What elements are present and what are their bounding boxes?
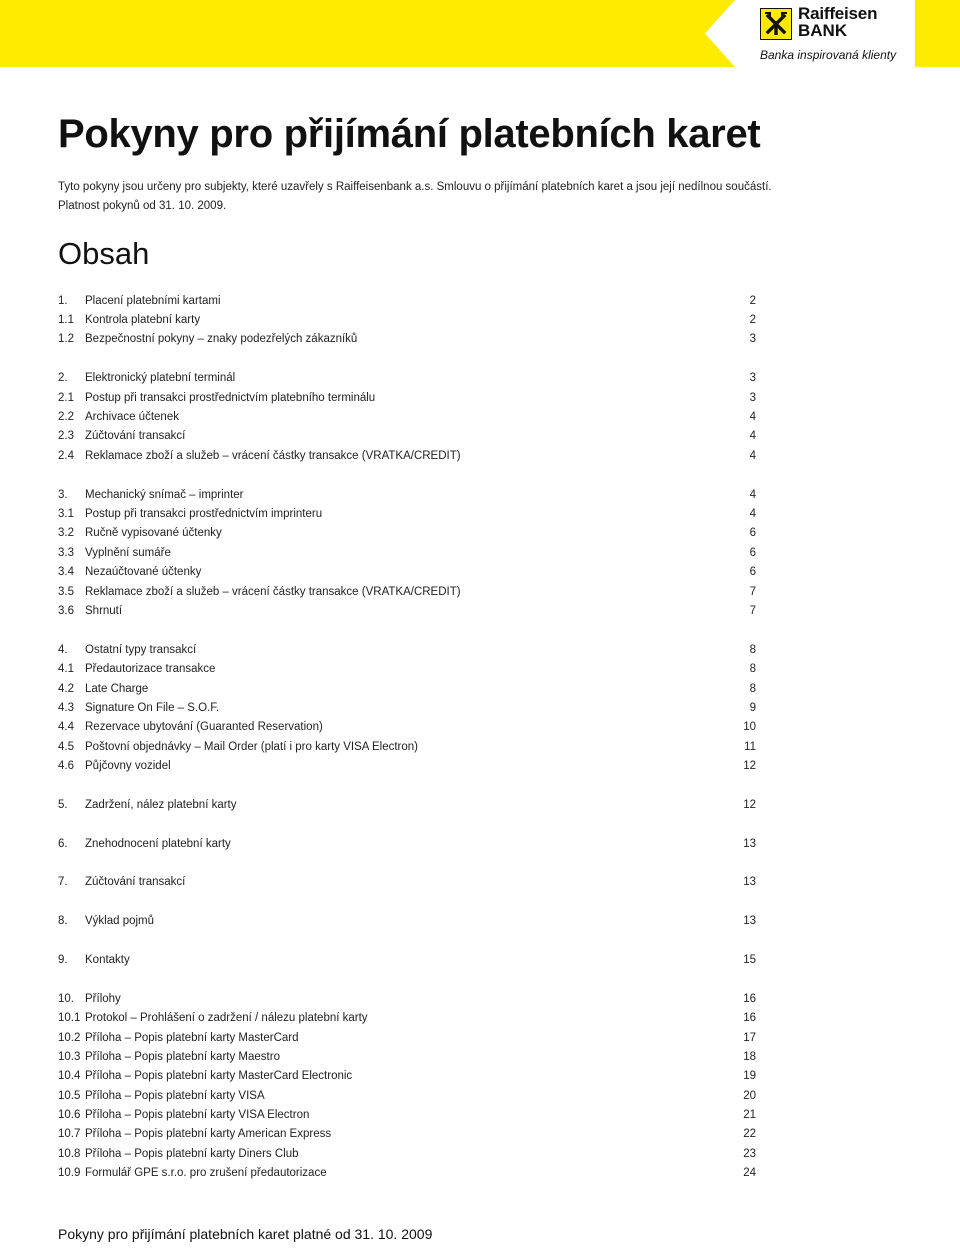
toc-entry-label: Zúčtování transakcí <box>85 430 186 443</box>
toc-entry-label: Výklad pojmů <box>85 915 155 928</box>
toc-group <box>58 485 756 621</box>
brand-name: Raiffeisen <box>798 4 878 23</box>
toc-entry-page: 11 <box>744 740 756 753</box>
toc-entry-number: 10. <box>58 992 74 1005</box>
toc-entry[interactable] <box>58 1086 756 1105</box>
toc-entry[interactable] <box>58 369 756 388</box>
toc-group <box>58 989 756 1183</box>
toc-entry[interactable] <box>58 485 756 504</box>
toc-entry-page: 4 <box>749 430 756 443</box>
toc-entry-label: Shrnutí <box>85 604 123 617</box>
toc-entry-page: 13 <box>743 915 756 928</box>
toc-entry-page: 12 <box>743 760 756 773</box>
toc-entry-number: 4.4 <box>58 721 74 734</box>
toc-entry-label: Vyplnění sumáře <box>85 546 171 559</box>
toc-entry-page: 13 <box>743 837 756 850</box>
toc-entry-number: 5. <box>58 798 68 811</box>
toc-entry[interactable] <box>58 407 756 426</box>
toc-entry-label: Signature On File – S.O.F. <box>85 701 220 714</box>
toc-entry-number: 10.6 <box>58 1109 81 1122</box>
toc-entry-label: Bezpečnostní pokyny – znaky podezřelých zákazníků <box>85 333 358 346</box>
toc-group <box>58 640 756 776</box>
toc-entry-page: 10 <box>743 721 756 734</box>
toc-entry-label: Příloha – Popis platební karty American Express <box>85 1128 332 1141</box>
toc-entry-label: Ručně vypisované účtenky <box>85 527 222 540</box>
toc-entry-number: 10.7 <box>58 1128 81 1141</box>
toc-entry-page: 6 <box>749 566 756 579</box>
toc-entry[interactable] <box>58 524 756 543</box>
toc-entry-number: 3.5 <box>58 585 74 598</box>
toc-entry-page: 13 <box>743 876 756 889</box>
toc-entry-label: Reklamace zboží a služeb – vrácení částky transakce (VRATKA/CREDIT) <box>85 449 461 462</box>
intro-line-1: Tyto pokyny jsou určeny pro subjekty, které uzavřely s Raiffeisenbank a.s. Smlouvu o přijímání platebních karet a jsou její nedílnou součástí. <box>58 181 772 193</box>
brand-sub: BANK <box>798 21 848 40</box>
toc-entry[interactable] <box>58 1164 756 1183</box>
toc-entry-label: Reklamace zboží a služeb – vrácení částky transakce (VRATKA/CREDIT) <box>85 585 461 598</box>
toc-entry[interactable] <box>58 330 756 349</box>
header-yellow-right <box>915 0 960 67</box>
toc-entry-number: 1.1 <box>58 314 74 327</box>
toc-entry-number: 8. <box>58 915 68 928</box>
toc-entry[interactable] <box>58 698 756 717</box>
toc-group <box>58 950 756 969</box>
toc-entry-label: Předautorizace transakce <box>85 663 216 676</box>
toc-entry[interactable] <box>58 427 756 446</box>
toc-entry-page: 8 <box>749 663 756 676</box>
toc-entry-label: Kontakty <box>85 953 130 966</box>
page-footer: Pokyny pro přijímání platebních karet platné od 31. 10. 2009 <box>58 1226 433 1242</box>
toc-group <box>58 795 756 814</box>
toc-entry-page: 20 <box>743 1089 756 1102</box>
toc-entry-page: 17 <box>743 1031 756 1044</box>
toc-entry-label: Zadržení, nález platební karty <box>85 798 237 811</box>
toc-entry-page: 4 <box>749 507 756 520</box>
toc-entry-number: 4.1 <box>58 663 74 676</box>
toc-entry-label: Protokol – Prohlášení o zadržení / nálezu platební karty <box>85 1012 368 1025</box>
toc-entry-number: 3. <box>58 488 68 501</box>
page-title: Pokyny pro přijímání platebních karet <box>58 112 761 156</box>
toc-entry[interactable] <box>58 562 756 581</box>
toc-entry-label: Archivace účtenek <box>85 411 179 424</box>
toc-entry[interactable] <box>58 543 756 562</box>
toc-entry[interactable] <box>58 679 756 698</box>
toc-entry[interactable] <box>58 291 756 310</box>
toc-entry[interactable] <box>58 388 756 407</box>
toc-entry-label: Nezaúčtované účtenky <box>85 566 202 579</box>
toc-entry-number: 3.6 <box>58 604 74 617</box>
toc-entry-label: Znehodnocení platební karty <box>85 837 231 850</box>
toc-entry-page: 8 <box>749 682 756 695</box>
toc-entry-page: 2 <box>749 314 756 327</box>
toc-entry[interactable] <box>58 446 756 465</box>
toc-entry-label: Formulář GPE s.r.o. pro zrušení předautorizace <box>85 1167 327 1180</box>
toc-entry-label: Postup při transakci prostřednictvím platebního terminálu <box>85 391 376 404</box>
toc-entry-page: 6 <box>749 527 756 540</box>
toc-entry-label: Přílohy <box>85 992 121 1005</box>
toc-entry[interactable] <box>58 640 756 659</box>
toc-entry-label: Půjčovny vozidel <box>85 760 171 773</box>
raiffeisen-logo-icon <box>760 8 792 40</box>
toc-group <box>58 834 756 853</box>
toc-group <box>58 873 756 892</box>
toc-entry-label: Elektronický platební terminál <box>85 372 236 385</box>
toc-entry[interactable] <box>58 504 756 523</box>
toc-entry-number: 3.4 <box>58 566 74 579</box>
toc-entry[interactable] <box>58 1067 756 1086</box>
toc-entry-page: 19 <box>743 1070 756 1083</box>
toc-entry[interactable] <box>58 582 756 601</box>
toc-entry-number: 10.4 <box>58 1070 81 1083</box>
toc-entry-label: Příloha – Popis platební karty Maestro <box>85 1050 280 1063</box>
toc-entry-number: 10.5 <box>58 1089 81 1102</box>
toc-entry-label: Příloha – Popis platební karty VISA Electron <box>85 1109 310 1122</box>
toc-entry-page: 16 <box>743 992 756 1005</box>
toc-entry-number: 2.3 <box>58 430 74 443</box>
toc-entry-page: 9 <box>749 701 756 714</box>
toc-entry-number: 10.2 <box>58 1031 81 1044</box>
toc-entry-page: 23 <box>743 1147 756 1160</box>
toc-entry-number: 2. <box>58 372 68 385</box>
toc-entry[interactable] <box>58 737 756 756</box>
toc-entry-number: 2.4 <box>58 449 74 462</box>
toc-entry-label: Kontrola platební karty <box>85 314 201 327</box>
toc-entry-page: 16 <box>743 1012 756 1025</box>
toc-entry-number: 2.2 <box>58 411 74 424</box>
toc-entry[interactable] <box>58 1047 756 1066</box>
toc-entry[interactable] <box>58 1028 756 1047</box>
toc-title: Obsah <box>58 236 150 271</box>
toc-entry-page: 3 <box>749 333 756 346</box>
toc-entry-label: Zúčtování transakcí <box>85 876 186 889</box>
toc-entry-page: 24 <box>743 1167 756 1180</box>
toc-entry-number: 4.3 <box>58 701 74 714</box>
toc-entry-number: 2.1 <box>58 391 74 404</box>
toc-entry-label: Příloha – Popis platební karty VISA <box>85 1089 265 1102</box>
toc-entry-label: Ostatní typy transakcí <box>85 643 197 656</box>
toc-entry[interactable] <box>58 310 756 329</box>
toc-entry-page: 15 <box>743 953 756 966</box>
toc-entry[interactable] <box>58 1008 756 1027</box>
toc-entry-number: 10.9 <box>58 1167 81 1180</box>
toc-group <box>58 369 756 466</box>
toc-entry-label: Příloha – Popis platební karty Diners Club <box>85 1147 299 1160</box>
toc-entry-label: Postup při transakci prostřednictvím imprinteru <box>85 507 323 520</box>
toc-entry-number: 10.8 <box>58 1147 81 1160</box>
toc-entry[interactable] <box>58 912 756 931</box>
toc-entry-number: 4.5 <box>58 740 74 753</box>
toc-entry-number: 7. <box>58 876 68 889</box>
toc-entry-page: 7 <box>749 604 756 617</box>
logo-wordmark <box>798 5 908 39</box>
toc-entry-page: 4 <box>749 449 756 462</box>
toc-entry[interactable] <box>58 718 756 737</box>
toc-entry-page: 8 <box>749 643 756 656</box>
header-yellow-left <box>0 0 735 67</box>
toc-entry-page: 6 <box>749 546 756 559</box>
toc-entry-number: 1. <box>58 294 68 307</box>
toc-entry-number: 3.2 <box>58 527 74 540</box>
toc-entry[interactable] <box>58 834 756 853</box>
intro-line-2: Platnost pokynů od 31. 10. 2009. <box>58 200 227 212</box>
toc-entry-number: 6. <box>58 837 68 850</box>
toc-entry-number: 4. <box>58 643 68 656</box>
toc-entry-number: 9. <box>58 953 68 966</box>
toc-entry-label: Rezervace ubytování (Guaranted Reservation) <box>85 721 323 734</box>
toc-entry-page: 4 <box>749 411 756 424</box>
toc-group <box>58 912 756 931</box>
toc-entry-page: 4 <box>749 488 756 501</box>
toc-entry[interactable] <box>58 659 756 678</box>
toc-entry-number: 1.2 <box>58 333 74 346</box>
toc-entry-page: 12 <box>743 798 756 811</box>
toc-entry[interactable] <box>58 1144 756 1163</box>
intro-text <box>58 178 772 216</box>
toc-entry-number: 10.1 <box>58 1012 81 1025</box>
toc-entry[interactable] <box>58 756 756 775</box>
toc-entry-page: 3 <box>749 391 756 404</box>
toc-entry-label: Poštovní objednávky – Mail Order (platí i pro karty VISA Electron) <box>85 740 419 753</box>
table-of-contents <box>58 291 756 1202</box>
toc-entry-number: 4.2 <box>58 682 74 695</box>
toc-entry-label: Příloha – Popis platební karty MasterCard Electronic <box>85 1070 353 1083</box>
toc-entry-page: 21 <box>743 1109 756 1122</box>
toc-entry-label: Placení platebními kartami <box>85 294 221 307</box>
brand-tagline: Banka inspirovaná klienty <box>760 48 897 62</box>
toc-entry[interactable] <box>58 601 756 620</box>
toc-entry-page: 22 <box>743 1128 756 1141</box>
toc-entry[interactable] <box>58 1125 756 1144</box>
toc-entry-page: 7 <box>749 585 756 598</box>
toc-entry-page: 18 <box>743 1050 756 1063</box>
toc-entry[interactable] <box>58 873 756 892</box>
toc-group <box>58 291 756 349</box>
toc-entry[interactable] <box>58 950 756 969</box>
toc-entry-number: 4.6 <box>58 760 74 773</box>
toc-entry-page: 3 <box>749 372 756 385</box>
toc-entry-number: 10.3 <box>58 1050 81 1063</box>
toc-entry-label: Mechanický snímač – imprinter <box>85 488 244 501</box>
toc-entry[interactable] <box>58 1105 756 1124</box>
toc-entry-label: Late Charge <box>85 682 149 695</box>
toc-entry[interactable] <box>58 795 756 814</box>
toc-entry-number: 3.1 <box>58 507 74 520</box>
toc-entry-number: 3.3 <box>58 546 74 559</box>
toc-entry-page: 2 <box>749 294 756 307</box>
toc-entry[interactable] <box>58 989 756 1008</box>
toc-entry-label: Příloha – Popis platební karty MasterCard <box>85 1031 299 1044</box>
